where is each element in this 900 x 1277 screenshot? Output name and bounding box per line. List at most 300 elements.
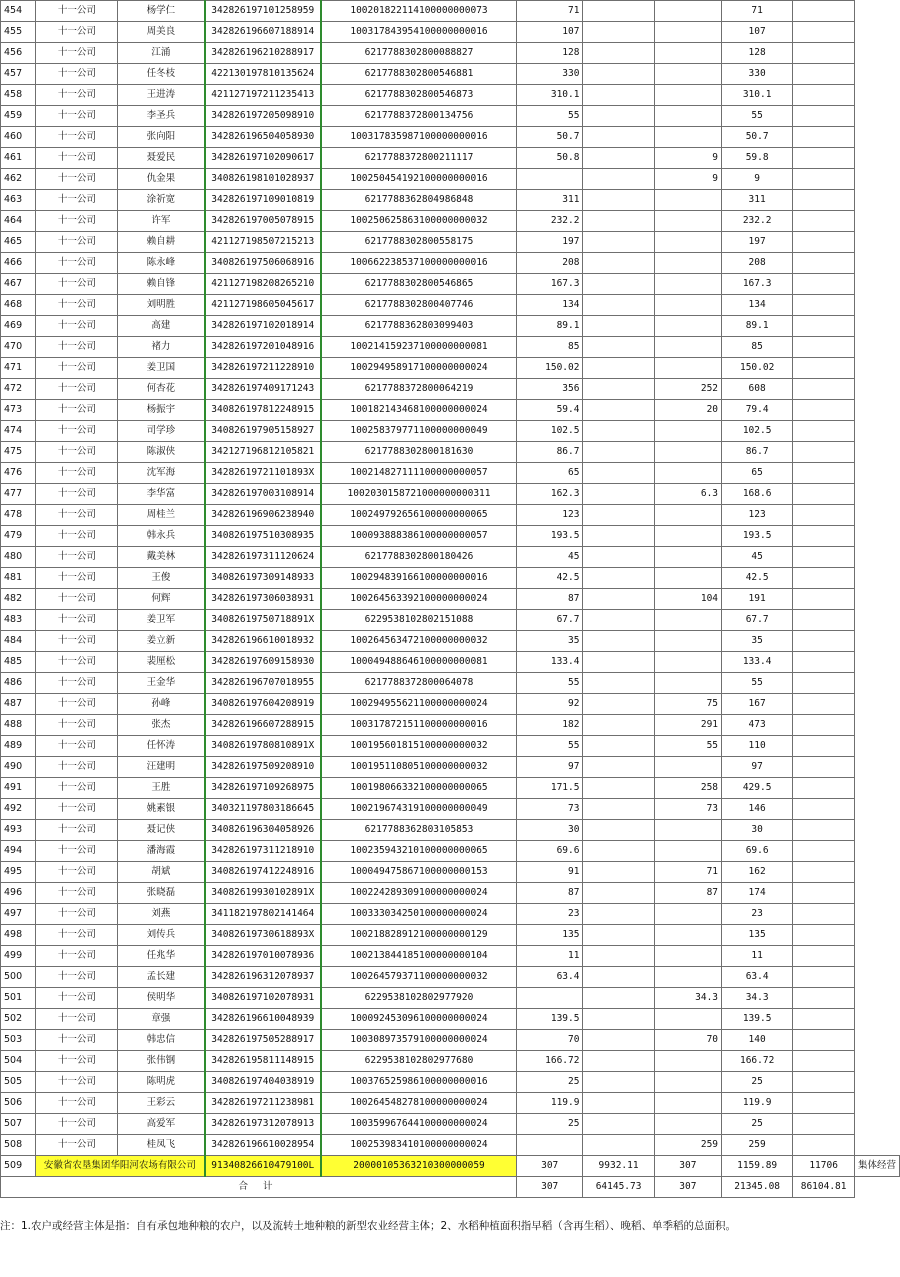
cell-account[interactable]: 100213844185100000000104 xyxy=(321,946,516,967)
cell-remark[interactable] xyxy=(793,169,855,190)
table-row[interactable] xyxy=(1,253,900,274)
cell-remark[interactable] xyxy=(793,1009,855,1030)
cell-account[interactable]: 1002030158721000000000311 xyxy=(321,484,516,505)
cell-value[interactable]: 67.7 xyxy=(516,610,583,631)
cell-company[interactable]: 十一公司 xyxy=(36,43,118,64)
cell-remark[interactable] xyxy=(793,484,855,505)
cell-name[interactable]: 裴厘松 xyxy=(118,652,205,673)
cell-id-number[interactable]: 341182197802141464 xyxy=(205,904,322,925)
cell-id-number[interactable]: 34082619930102891X xyxy=(205,883,322,904)
cell-id-number[interactable]: 342826197609158930 xyxy=(205,652,322,673)
cell-value[interactable] xyxy=(583,841,654,862)
cell-seq[interactable]: 463 xyxy=(1,190,36,211)
cell-account[interactable]: 100250454192100000000016 xyxy=(321,169,516,190)
cell-value[interactable]: 23 xyxy=(516,904,583,925)
enterprise-row[interactable] xyxy=(1,1156,900,1177)
cell-value[interactable]: 70 xyxy=(654,1030,721,1051)
cell-value[interactable]: 107 xyxy=(516,22,583,43)
cell-value[interactable]: 89.1 xyxy=(516,316,583,337)
cell-remark[interactable] xyxy=(793,421,855,442)
cell-id-number[interactable]: 34282619721101893X xyxy=(205,463,322,484)
table-row[interactable] xyxy=(1,1114,900,1135)
cell-total[interactable]: 473 xyxy=(722,715,793,736)
cell-total[interactable]: 30 xyxy=(722,820,793,841)
cell-total[interactable]: 35 xyxy=(722,631,793,652)
cell-seq[interactable]: 462 xyxy=(1,169,36,190)
cell-id-number[interactable]: 340321197803186645 xyxy=(205,799,322,820)
cell-value[interactable]: 197 xyxy=(516,232,583,253)
cell-total[interactable]: 174 xyxy=(722,883,793,904)
cell-remark[interactable] xyxy=(793,505,855,526)
cell-value[interactable]: 42.5 xyxy=(516,568,583,589)
cell-id-number[interactable]: 342826197010078936 xyxy=(205,946,322,967)
table-row[interactable] xyxy=(1,106,900,127)
cell-company[interactable]: 十一公司 xyxy=(36,757,118,778)
cell-value[interactable] xyxy=(583,379,654,400)
cell-account[interactable]: 100092453096100000000024 xyxy=(321,1009,516,1030)
cell-id-number[interactable]: 340826197510308935 xyxy=(205,526,322,547)
cell-value[interactable]: 11 xyxy=(516,946,583,967)
cell-name[interactable]: 张晓磊 xyxy=(118,883,205,904)
cell-company[interactable]: 十一公司 xyxy=(36,883,118,904)
cell-remark[interactable] xyxy=(793,1135,855,1156)
cell-name[interactable]: 杨学仁 xyxy=(118,1,205,22)
cell-value[interactable] xyxy=(583,190,654,211)
cell-company[interactable]: 十一公司 xyxy=(36,778,118,799)
cell-company[interactable]: 十一公司 xyxy=(36,1051,118,1072)
cell-seq[interactable]: 456 xyxy=(1,43,36,64)
cell-account[interactable]: 6217788372800211117 xyxy=(321,148,516,169)
cell-id-number[interactable]: 342826197003108914 xyxy=(205,484,322,505)
cell-seq[interactable]: 485 xyxy=(1,652,36,673)
cell-credit-code[interactable]: 91340826610479100L xyxy=(205,1156,322,1177)
cell-value[interactable] xyxy=(654,1051,721,1072)
cell-company[interactable]: 十一公司 xyxy=(36,148,118,169)
cell-account[interactable]: 6217788302800088827 xyxy=(321,43,516,64)
table-row[interactable] xyxy=(1,526,900,547)
cell-total[interactable]: 168.6 xyxy=(722,484,793,505)
cell-company[interactable]: 十一公司 xyxy=(36,295,118,316)
cell-company[interactable]: 十一公司 xyxy=(36,64,118,85)
cell-company[interactable]: 十一公司 xyxy=(36,463,118,484)
cell-value[interactable] xyxy=(583,274,654,295)
cell-value[interactable] xyxy=(583,757,654,778)
table-row[interactable] xyxy=(1,652,900,673)
cell-id-number[interactable]: 421127198605045617 xyxy=(205,295,322,316)
cell-account[interactable]: 100250625863100000000032 xyxy=(321,211,516,232)
cell-id-number[interactable]: 342826196607188914 xyxy=(205,22,322,43)
cell-total[interactable]: 167.3 xyxy=(722,274,793,295)
cell-company[interactable]: 十一公司 xyxy=(36,631,118,652)
cell-seq[interactable]: 495 xyxy=(1,862,36,883)
cell-account[interactable]: 6217788302800546865 xyxy=(321,274,516,295)
cell-id-number[interactable]: 342826197211238981 xyxy=(205,1093,322,1114)
cell-value[interactable] xyxy=(654,1009,721,1030)
cell-name[interactable]: 沈军海 xyxy=(118,463,205,484)
cell-remark[interactable] xyxy=(793,463,855,484)
cell-company[interactable]: 十一公司 xyxy=(36,253,118,274)
total-cell[interactable]: 64145.73 xyxy=(583,1177,654,1198)
cell-company[interactable]: 十一公司 xyxy=(36,547,118,568)
cell-account[interactable]: 100359967644100000000024 xyxy=(321,1114,516,1135)
cell-value[interactable] xyxy=(654,1114,721,1135)
cell-name[interactable]: 潘海霞 xyxy=(118,841,205,862)
cell-value[interactable]: 1159.89 xyxy=(722,1156,793,1177)
cell-account[interactable]: 100376525986100000000016 xyxy=(321,1072,516,1093)
cell-company[interactable]: 十一公司 xyxy=(36,1,118,22)
cell-name[interactable]: 韩永兵 xyxy=(118,526,205,547)
cell-id-number[interactable]: 342826196906238940 xyxy=(205,505,322,526)
cell-total[interactable]: 9 xyxy=(722,169,793,190)
cell-name[interactable]: 司学珍 xyxy=(118,421,205,442)
cell-value[interactable] xyxy=(583,127,654,148)
total-cell[interactable]: 307 xyxy=(516,1177,583,1198)
cell-company[interactable]: 十一公司 xyxy=(36,169,118,190)
cell-value[interactable] xyxy=(583,967,654,988)
cell-seq[interactable]: 496 xyxy=(1,883,36,904)
cell-total[interactable]: 25 xyxy=(722,1072,793,1093)
cell-name[interactable]: 张向阳 xyxy=(118,127,205,148)
cell-id-number[interactable]: 342826197101258959 xyxy=(205,1,322,22)
cell-seq[interactable]: 499 xyxy=(1,946,36,967)
cell-value[interactable] xyxy=(654,505,721,526)
cell-value[interactable] xyxy=(654,211,721,232)
cell-value[interactable] xyxy=(583,442,654,463)
cell-account[interactable]: 100317872151100000000016 xyxy=(321,715,516,736)
cell-id-number[interactable]: 340826197412248916 xyxy=(205,862,322,883)
cell-name[interactable]: 张伟钢 xyxy=(118,1051,205,1072)
table-row[interactable] xyxy=(1,757,900,778)
cell-seq[interactable]: 465 xyxy=(1,232,36,253)
cell-name[interactable]: 江涌 xyxy=(118,43,205,64)
cell-name[interactable]: 章强 xyxy=(118,1009,205,1030)
cell-company[interactable]: 十一公司 xyxy=(36,862,118,883)
cell-company[interactable]: 十一公司 xyxy=(36,1072,118,1093)
cell-remark[interactable] xyxy=(793,316,855,337)
cell-id-number[interactable]: 342826196504058930 xyxy=(205,127,322,148)
cell-remark[interactable] xyxy=(793,526,855,547)
cell-value[interactable]: 291 xyxy=(654,715,721,736)
cell-account[interactable]: 100317835987100000000016 xyxy=(321,127,516,148)
cell-account[interactable]: 100317843954100000000016 xyxy=(321,22,516,43)
cell-account[interactable]: 6217788372800134756 xyxy=(321,106,516,127)
cell-name[interactable]: 李圣兵 xyxy=(118,106,205,127)
total-cell[interactable]: 21345.08 xyxy=(722,1177,793,1198)
cell-value[interactable]: 171.5 xyxy=(516,778,583,799)
cell-name[interactable]: 周美良 xyxy=(118,22,205,43)
table-row[interactable] xyxy=(1,148,900,169)
cell-value[interactable] xyxy=(583,568,654,589)
cell-value[interactable] xyxy=(654,673,721,694)
cell-remark[interactable] xyxy=(793,883,855,904)
cell-total[interactable]: 330 xyxy=(722,64,793,85)
cell-remark[interactable] xyxy=(793,820,855,841)
cell-value[interactable] xyxy=(654,421,721,442)
cell-total[interactable]: 65 xyxy=(722,463,793,484)
cell-remark[interactable]: 集体经营 xyxy=(854,1156,899,1177)
cell-value[interactable]: 139.5 xyxy=(516,1009,583,1030)
cell-id-number[interactable]: 421127198507215213 xyxy=(205,232,322,253)
cell-company[interactable]: 十一公司 xyxy=(36,211,118,232)
cell-seq[interactable]: 454 xyxy=(1,1,36,22)
cell-value[interactable]: 63.4 xyxy=(516,967,583,988)
cell-name[interactable]: 李华富 xyxy=(118,484,205,505)
cell-seq[interactable]: 488 xyxy=(1,715,36,736)
cell-seq[interactable]: 503 xyxy=(1,1030,36,1051)
cell-name[interactable]: 汪建明 xyxy=(118,757,205,778)
cell-seq[interactable]: 478 xyxy=(1,505,36,526)
cell-value[interactable] xyxy=(654,841,721,862)
cell-value[interactable]: 25 xyxy=(516,1114,583,1135)
cell-value[interactable] xyxy=(516,169,583,190)
cell-value[interactable] xyxy=(516,1135,583,1156)
cell-total[interactable]: 55 xyxy=(722,673,793,694)
cell-name[interactable]: 聂记侠 xyxy=(118,820,205,841)
cell-id-number[interactable]: 342826197505288917 xyxy=(205,1030,322,1051)
cell-value[interactable]: 166.72 xyxy=(516,1051,583,1072)
cell-remark[interactable] xyxy=(793,694,855,715)
cell-account[interactable]: 100235943210100000000065 xyxy=(321,841,516,862)
cell-value[interactable] xyxy=(583,904,654,925)
cell-value[interactable] xyxy=(583,211,654,232)
cell-total[interactable]: 310.1 xyxy=(722,85,793,106)
cell-value[interactable]: 259 xyxy=(654,1135,721,1156)
cell-name[interactable]: 姜卫国 xyxy=(118,358,205,379)
table-row[interactable] xyxy=(1,1030,900,1051)
cell-remark[interactable] xyxy=(793,1093,855,1114)
cell-total[interactable]: 139.5 xyxy=(722,1009,793,1030)
cell-value[interactable]: 55 xyxy=(654,736,721,757)
cell-seq[interactable]: 455 xyxy=(1,22,36,43)
cell-id-number[interactable]: 342826197311120624 xyxy=(205,547,322,568)
cell-company[interactable]: 十一公司 xyxy=(36,358,118,379)
cell-company[interactable]: 十一公司 xyxy=(36,1030,118,1051)
cell-total[interactable]: 85 xyxy=(722,337,793,358)
cell-company[interactable]: 十一公司 xyxy=(36,1135,118,1156)
cell-name[interactable]: 王金华 xyxy=(118,673,205,694)
cell-seq[interactable]: 461 xyxy=(1,148,36,169)
cell-value[interactable]: 311 xyxy=(516,190,583,211)
cell-seq[interactable]: 507 xyxy=(1,1114,36,1135)
cell-account[interactable]: 100294958917100000000024 xyxy=(321,358,516,379)
cell-name[interactable]: 高建 xyxy=(118,316,205,337)
cell-value[interactable] xyxy=(654,463,721,484)
cell-remark[interactable] xyxy=(793,547,855,568)
cell-value[interactable] xyxy=(583,820,654,841)
cell-id-number[interactable]: 342127196812105821 xyxy=(205,442,322,463)
cell-seq[interactable]: 500 xyxy=(1,967,36,988)
cell-total[interactable]: 128 xyxy=(722,43,793,64)
cell-name[interactable]: 王进涛 xyxy=(118,85,205,106)
cell-value[interactable] xyxy=(583,715,654,736)
cell-seq[interactable]: 508 xyxy=(1,1135,36,1156)
cell-id-number[interactable]: 342826197306038931 xyxy=(205,589,322,610)
cell-value[interactable] xyxy=(583,1135,654,1156)
cell-value[interactable] xyxy=(583,988,654,1009)
cell-name[interactable]: 陈明虎 xyxy=(118,1072,205,1093)
table-row[interactable] xyxy=(1,1009,900,1030)
cell-remark[interactable] xyxy=(793,673,855,694)
cell-remark[interactable] xyxy=(793,43,855,64)
table-row[interactable] xyxy=(1,337,900,358)
cell-total[interactable]: 193.5 xyxy=(722,526,793,547)
cell-value[interactable] xyxy=(654,925,721,946)
cell-value[interactable] xyxy=(583,463,654,484)
cell-remark[interactable] xyxy=(793,232,855,253)
cell-value[interactable] xyxy=(583,652,654,673)
cell-value[interactable]: 91 xyxy=(516,862,583,883)
cell-id-number[interactable]: 340826197404038919 xyxy=(205,1072,322,1093)
table-row[interactable] xyxy=(1,64,900,85)
cell-value[interactable]: 73 xyxy=(516,799,583,820)
cell-value[interactable] xyxy=(654,820,721,841)
cell-value[interactable]: 258 xyxy=(654,778,721,799)
cell-name[interactable]: 王俊 xyxy=(118,568,205,589)
cell-value[interactable] xyxy=(583,862,654,883)
cell-remark[interactable] xyxy=(793,925,855,946)
cell-company[interactable]: 十一公司 xyxy=(36,589,118,610)
cell-id-number[interactable]: 342826197102018914 xyxy=(205,316,322,337)
cell-seq[interactable]: 472 xyxy=(1,379,36,400)
cell-total[interactable]: 429.5 xyxy=(722,778,793,799)
cell-value[interactable] xyxy=(654,526,721,547)
cell-company[interactable]: 十一公司 xyxy=(36,673,118,694)
table-row[interactable] xyxy=(1,484,900,505)
table-row[interactable] xyxy=(1,610,900,631)
cell-name[interactable]: 何杏花 xyxy=(118,379,205,400)
cell-id-number[interactable]: 340826197905158927 xyxy=(205,421,322,442)
cell-remark[interactable] xyxy=(793,568,855,589)
cell-value[interactable] xyxy=(583,64,654,85)
cell-value[interactable] xyxy=(654,1093,721,1114)
cell-value[interactable] xyxy=(583,106,654,127)
cell-value[interactable] xyxy=(583,43,654,64)
cell-total[interactable]: 11706 xyxy=(793,1156,855,1177)
cell-seq[interactable]: 481 xyxy=(1,568,36,589)
cell-id-number[interactable]: 340826197812248915 xyxy=(205,400,322,421)
cell-seq[interactable]: 504 xyxy=(1,1051,36,1072)
cell-seq[interactable]: 498 xyxy=(1,925,36,946)
cell-value[interactable] xyxy=(583,421,654,442)
table-row[interactable] xyxy=(1,946,900,967)
cell-value[interactable]: 85 xyxy=(516,337,583,358)
table-row[interactable] xyxy=(1,883,900,904)
cell-seq[interactable]: 502 xyxy=(1,1009,36,1030)
cell-value[interactable] xyxy=(583,1114,654,1135)
cell-value[interactable] xyxy=(583,400,654,421)
cell-id-number[interactable]: 342826196312078937 xyxy=(205,967,322,988)
cell-value[interactable] xyxy=(654,547,721,568)
cell-value[interactable]: 330 xyxy=(516,64,583,85)
cell-value[interactable]: 65 xyxy=(516,463,583,484)
cell-value[interactable] xyxy=(654,358,721,379)
cell-total[interactable]: 134 xyxy=(722,295,793,316)
cell-total[interactable]: 25 xyxy=(722,1114,793,1135)
table-row[interactable] xyxy=(1,379,900,400)
cell-value[interactable]: 252 xyxy=(654,379,721,400)
table-row[interactable] xyxy=(1,1,900,22)
cell-company[interactable]: 十一公司 xyxy=(36,505,118,526)
cell-value[interactable] xyxy=(654,106,721,127)
cell-value[interactable] xyxy=(583,547,654,568)
cell-account[interactable]: 100258379771100000000049 xyxy=(321,421,516,442)
cell-value[interactable] xyxy=(654,22,721,43)
cell-account[interactable]: 6217788302800181630 xyxy=(321,442,516,463)
cell-value[interactable] xyxy=(654,946,721,967)
cell-value[interactable]: 20 xyxy=(654,400,721,421)
cell-seq[interactable]: 477 xyxy=(1,484,36,505)
cell-value[interactable] xyxy=(583,589,654,610)
cell-value[interactable] xyxy=(583,631,654,652)
cell-account[interactable]: 100264563472100000000032 xyxy=(321,631,516,652)
cell-value[interactable] xyxy=(654,85,721,106)
cell-total[interactable]: 89.1 xyxy=(722,316,793,337)
cell-total[interactable]: 608 xyxy=(722,379,793,400)
cell-value[interactable]: 97 xyxy=(516,757,583,778)
cell-name[interactable]: 赖自耕 xyxy=(118,232,205,253)
cell-company[interactable]: 十一公司 xyxy=(36,736,118,757)
cell-company[interactable]: 十一公司 xyxy=(36,127,118,148)
cell-value[interactable]: 310.1 xyxy=(516,85,583,106)
cell-value[interactable]: 71 xyxy=(516,1,583,22)
cell-remark[interactable] xyxy=(793,1030,855,1051)
cell-total[interactable]: 34.3 xyxy=(722,988,793,1009)
cell-value[interactable] xyxy=(654,316,721,337)
cell-remark[interactable] xyxy=(793,715,855,736)
cell-company[interactable]: 十一公司 xyxy=(36,1114,118,1135)
cell-total[interactable]: 150.02 xyxy=(722,358,793,379)
cell-total[interactable]: 123 xyxy=(722,505,793,526)
cell-value[interactable] xyxy=(583,1009,654,1030)
cell-value[interactable]: 9 xyxy=(654,169,721,190)
cell-name[interactable]: 姚素银 xyxy=(118,799,205,820)
cell-company[interactable]: 十一公司 xyxy=(36,232,118,253)
cell-name[interactable]: 刘传兵 xyxy=(118,925,205,946)
cell-company[interactable]: 十一公司 xyxy=(36,484,118,505)
table-row[interactable] xyxy=(1,1135,900,1156)
cell-seq[interactable]: 482 xyxy=(1,589,36,610)
cell-remark[interactable] xyxy=(793,946,855,967)
cell-id-number[interactable]: 340826198101028937 xyxy=(205,169,322,190)
cell-company[interactable]: 十一公司 xyxy=(36,22,118,43)
cell-account[interactable]: 100264579371100000000032 xyxy=(321,967,516,988)
cell-remark[interactable] xyxy=(793,778,855,799)
cell-name[interactable]: 聂爱民 xyxy=(118,148,205,169)
cell-account[interactable]: 6217788302800558175 xyxy=(321,232,516,253)
cell-account[interactable]: 100182143468100000000024 xyxy=(321,400,516,421)
cell-remark[interactable] xyxy=(793,211,855,232)
cell-seq[interactable]: 483 xyxy=(1,610,36,631)
cell-seq[interactable]: 464 xyxy=(1,211,36,232)
cell-seq[interactable]: 487 xyxy=(1,694,36,715)
cell-value[interactable]: 55 xyxy=(516,736,583,757)
table-row[interactable] xyxy=(1,85,900,106)
table-row[interactable] xyxy=(1,1051,900,1072)
cell-name[interactable]: 褚力 xyxy=(118,337,205,358)
cell-id-number[interactable]: 342826197109010819 xyxy=(205,190,322,211)
cell-value[interactable] xyxy=(654,337,721,358)
cell-total[interactable]: 79.4 xyxy=(722,400,793,421)
cell-company[interactable]: 十一公司 xyxy=(36,799,118,820)
cell-account[interactable]: 6229538102802977680 xyxy=(321,1051,516,1072)
cell-remark[interactable] xyxy=(793,610,855,631)
cell-id-number[interactable]: 342826197312078913 xyxy=(205,1114,322,1135)
cell-value[interactable] xyxy=(583,610,654,631)
cell-value[interactable] xyxy=(654,295,721,316)
cell-value[interactable] xyxy=(654,757,721,778)
cell-seq[interactable]: 466 xyxy=(1,253,36,274)
cell-seq[interactable]: 480 xyxy=(1,547,36,568)
